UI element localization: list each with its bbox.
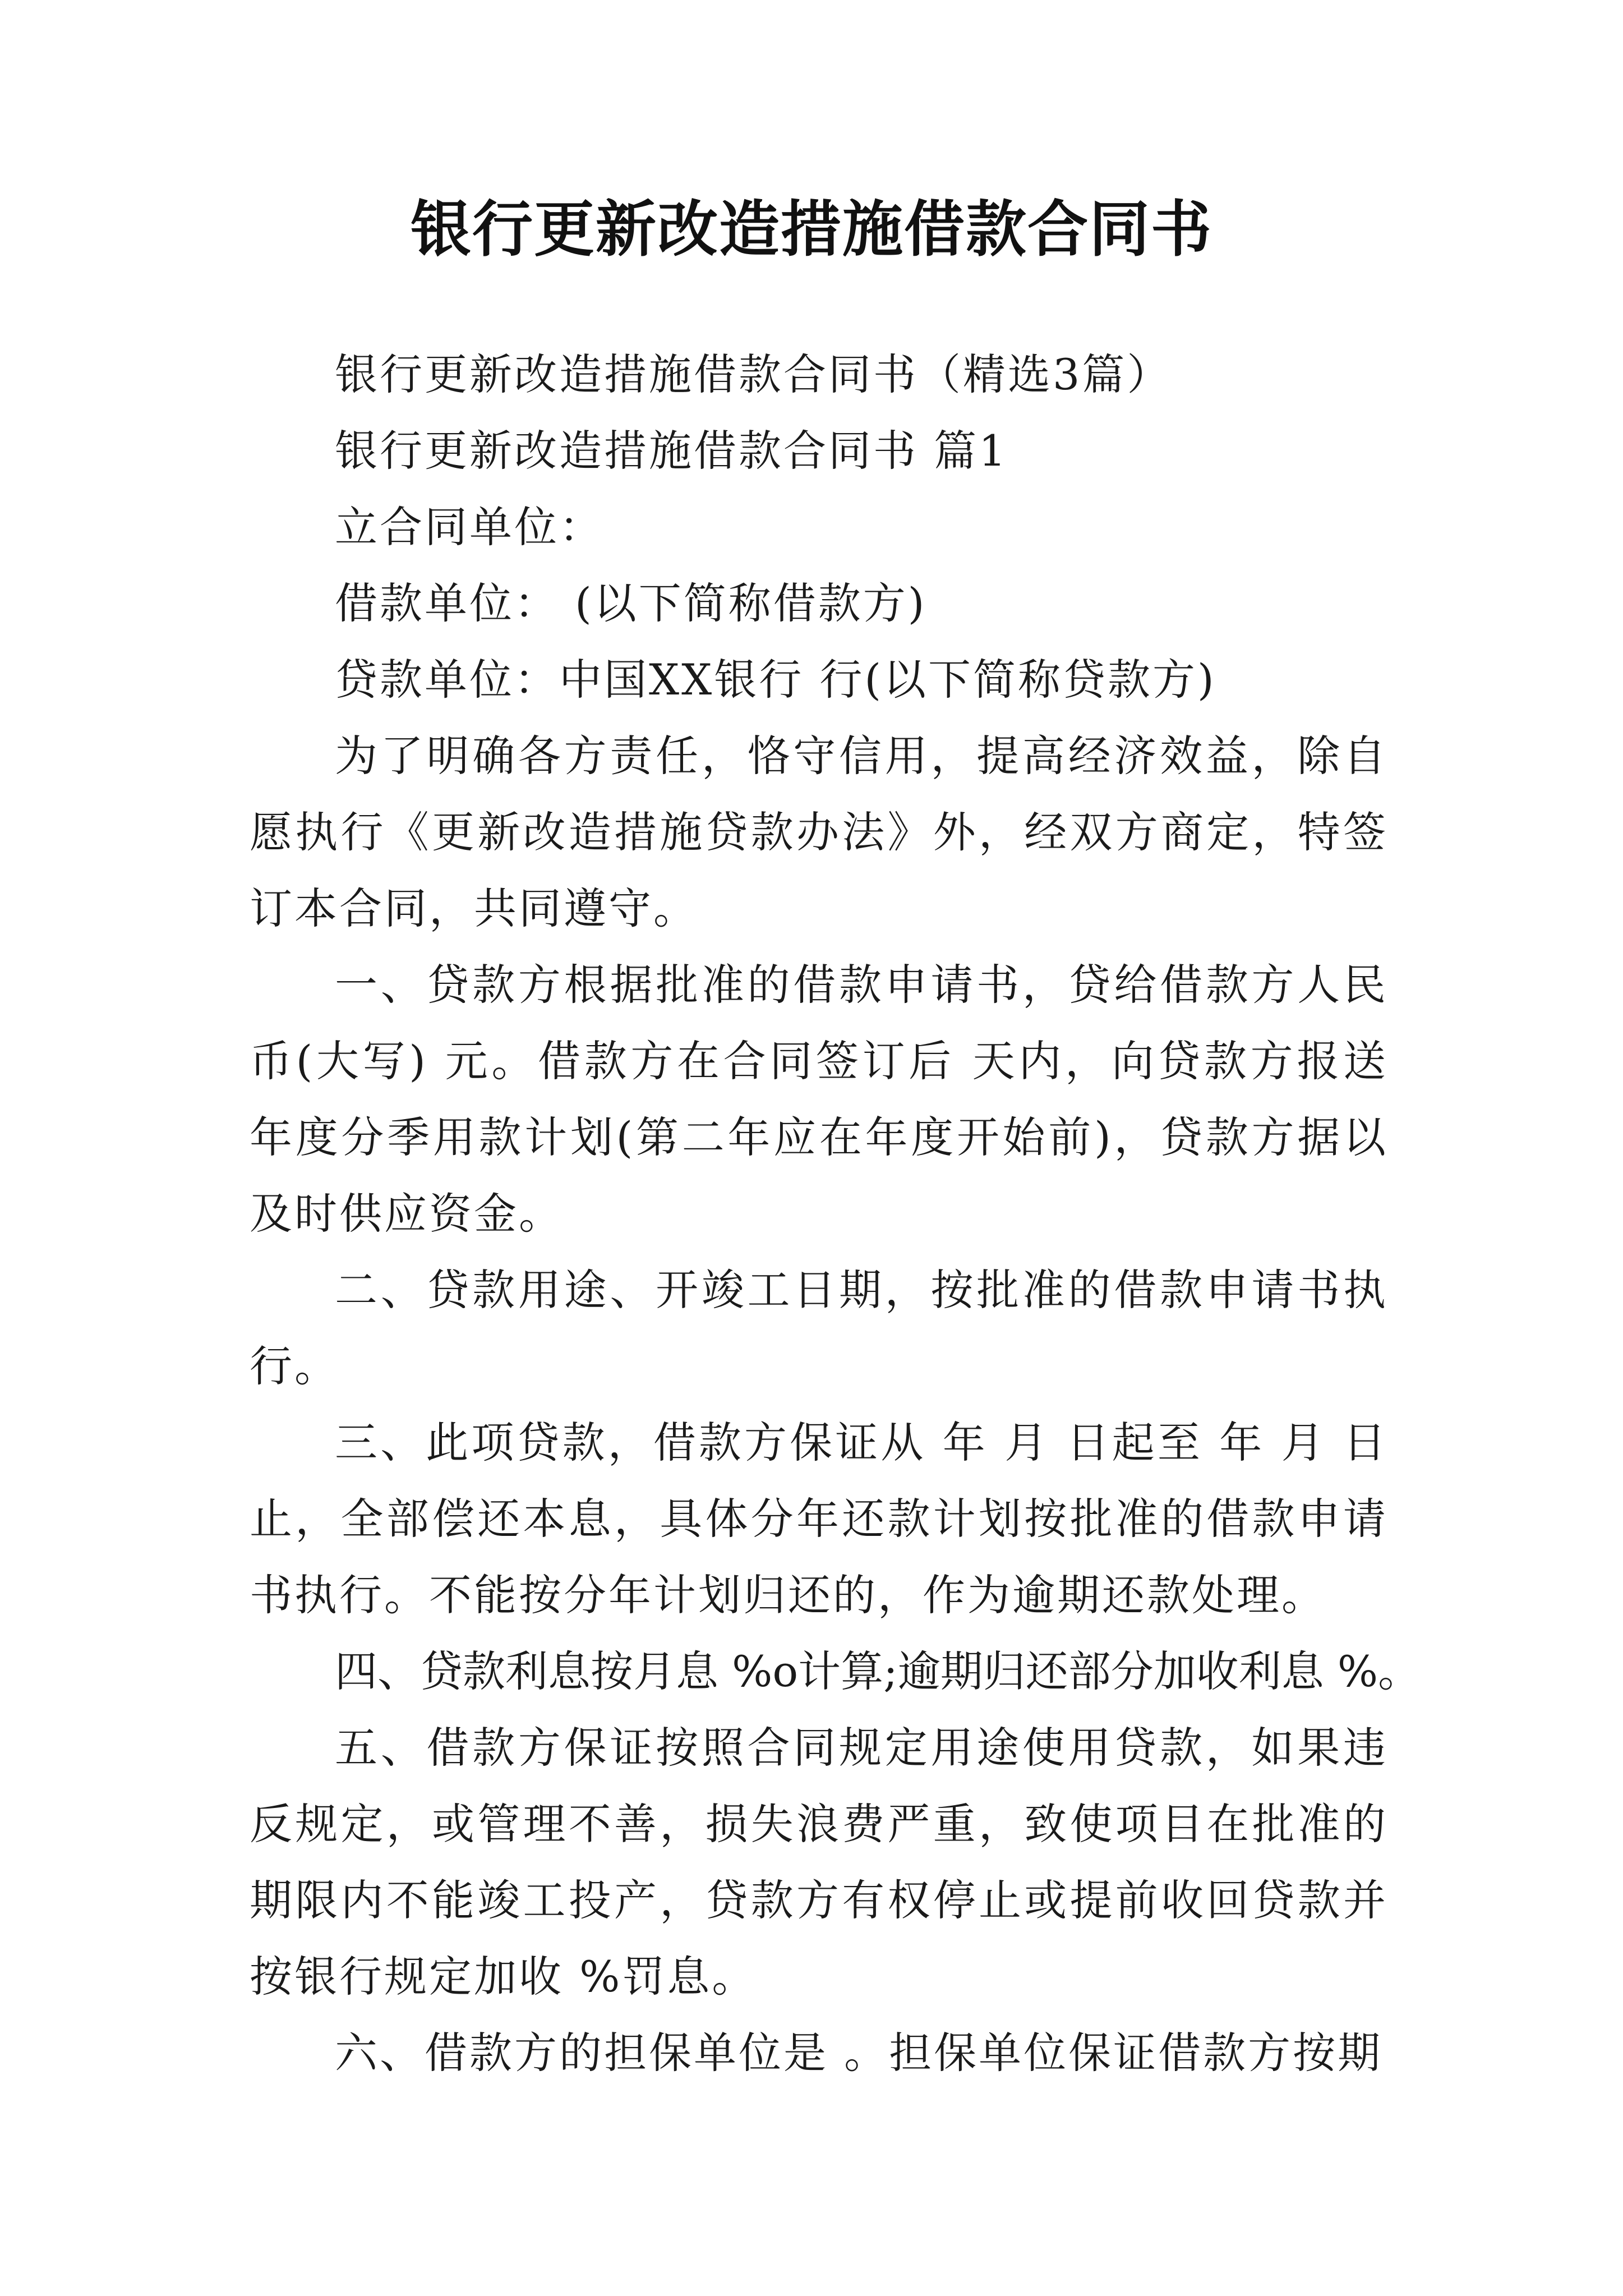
paragraph-clause-6: 六、借款方的担保单位是 。担保单位保证借款方按期: [335, 2028, 1383, 2078]
paragraph-borrower: 借款单位： (以下简称借款方): [335, 578, 927, 628]
paragraph-clause-1: 一、贷款方根据批准的借款申请书，贷给借款方人民币(大写) 元。借款方在合同签订后 天内，向贷款方报送年度分季用款计划(第二年应在年度开始前)，贷款方据以及时供应资金。: [250, 960, 1388, 1239]
paragraph-clause-4: 四、贷款利息按月息 %o计算;逾期归还部分加收利息 %。: [335, 1646, 1421, 1696]
paragraph-preamble: 为了明确各方责任，恪守信用，提高经济效益，除自愿执行《更新改造措施贷款办法》外，经双方商定，特签订本合同，共同遵守。: [250, 731, 1388, 933]
paragraph-subtitle: 银行更新改造措施借款合同书（精选3篇）: [335, 349, 1172, 399]
paragraph-clause-5: 五、借款方保证按照合同规定用途使用贷款，如果违反规定，或管理不善，损失浪费严重，致使项目在批准的期限内不能竣工投产，贷款方有权停止或提前收回贷款并按银行规定加收 %罚息。: [250, 1723, 1388, 2001]
paragraph-lender: 贷款单位：中国XX银行 行(以下简称贷款方): [335, 655, 1216, 705]
document-title: 银行更新改造措施借款合同书: [410, 195, 1212, 265]
document-body: [250, 337, 1421, 2091]
paragraph-clause-2: 二、贷款用途、开竣工日期，按批准的借款申请书执行。: [250, 1265, 1388, 1391]
paragraph-parties-label: 立合同单位：: [335, 502, 604, 552]
paragraph-clause-3: 三、此项贷款，借款方保证从 年 月 日起至 年 月 日止，全部偿还本息，具体分年还款计划按批准的借款申请书执行。不能按分年计划归还的，作为逾期还款处理。: [250, 1418, 1388, 1620]
paragraph-article-heading: 银行更新改造措施借款合同书 篇1: [335, 426, 1008, 476]
